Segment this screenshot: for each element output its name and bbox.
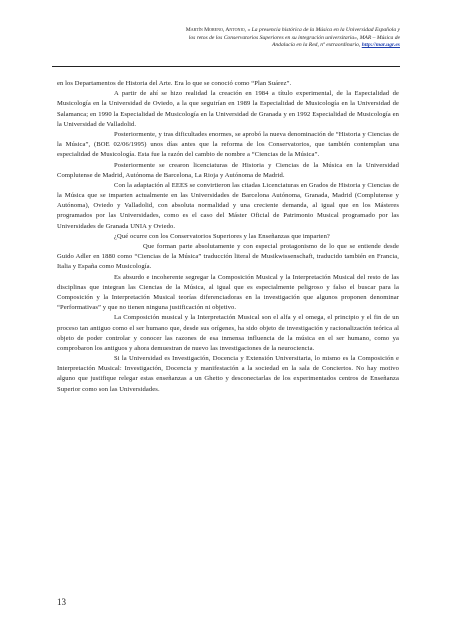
paragraph: Que forman parte absolutamente y con especial protagonismo de lo que se entiende desde Guido Adler en 1880 como “Ciencias de la Música” traducción literal de Musikwissenschaft, traducido también en Francia, Italia y España como Musicología. (57, 243, 399, 271)
header-author: Martín Moreno, Antonio, (185, 27, 247, 33)
paragraph: A partir de ahí se hizo realidad la creación en 1984 a título experimental, de la Especialidad de Musicología en la Universidad de Oviedo, a la que seguirían en 1989 la Especialidad de Musicología en la Universidad de Salamanca; en 1990 la Especialidad de Musicología en la Universidad de Granada y en 1992 Especialidad de Musicología en la Universidad de Valladolid. (57, 90, 399, 128)
paragraph: Con la adaptación al EEES se convirtieron las citadas Licenciaturas en Grados de Historia y Ciencias de la Música que se imparten actualmente en las Universidades de Barcelona Autónoma, Granada, Madrid (Complutense y Autónoma), Oviedo y Valladolid, con absoluta normalidad y una creciente demanda, al igual que en los Másteres programados por las Universidades, como es el caso del Máster Oficial de Patrimonio Musical programado por las Universidades de Granada UNIA y Oviedo. (57, 181, 399, 230)
header-line2: los retos de los Conservatorios Superiores en su integración universitaria», MAR – Música de (188, 34, 400, 41)
running-header (148, 27, 400, 50)
paragraph: La Composición musical y la Interpretación Musical son el alfa y el omega, el principio y el fin de un proceso tan antiguo como el ser humano que, desde sus orígenes, ha sido objeto de investigación y racionalización teórica al objeto de poder controlar y conocer las razones de esa inmensa influencia de la música en el ser humano, como ya comprobaron los antiguos y ahora demuestran de nuevo las investigaciones de la neurociencia. (57, 314, 399, 352)
paragraph: en los Departamentos de Historia del Arte. Era lo que se conoció como “Plan Suárez”. (57, 80, 292, 87)
page-number: 13 (57, 597, 66, 607)
paragraph: Si la Universidad es Investigación, Docencia y Extensión Universitaria, lo mismo es la Composición e Interpretación Musical: Investigación, Docencia y manifestación a la sociedad en la sala de Conciertos. No hay motivo alguno que justifique relegar estas enseñanzas a un Ghetto y desconectarlas de los experimentados centros de Enseñanza Superior como son las Universidades. (57, 355, 399, 393)
header-rule (52, 66, 400, 67)
paragraph: Posteriormente, y tras dificultades enormes, se aprobó la nueva denominación de “Historia y Ciencias de la Música”, (BOE 02/06/1995) unos días antes que la reforma de los Conservatorios, que también contemplan una especialidad de Musicología. Esta fue la razón del cambio de nombre a “Ciencias de la Música”. (57, 130, 399, 159)
body-text (57, 79, 399, 395)
header-line1: « La presencia histórica de la Música en la Universidad Española y (246, 27, 400, 33)
header-line3: Andalucía en la Red, nº extraordinario, (271, 42, 362, 49)
header-url-link[interactable]: http://mar.ugr.es (361, 42, 400, 49)
paragraph: Posteriormente se crearon licenciaturas de Historia y Ciencias de la Música en la Universidad Complutense de Madrid, Autónoma de Barcelona, La Rioja y Autónoma de Madrid. (57, 161, 399, 179)
paragraph: ¿Qué ocurre con los Conservatorios Superiores y las Enseñanzas que imparten? (114, 232, 330, 240)
paragraph: Es absurdo e incoherente segregar la Composición Musical y la Interpretación Musical del resto de las disciplinas que integran las Ciencias de la Música, al igual que es especialmente peligroso y falso el buscar para la Composición y la Interpretación Musical teorías diferenciadoras en la investigación que algunos proponen denominar “Performativas” y que no tienen ninguna justificación ni objetivo. (57, 273, 399, 312)
